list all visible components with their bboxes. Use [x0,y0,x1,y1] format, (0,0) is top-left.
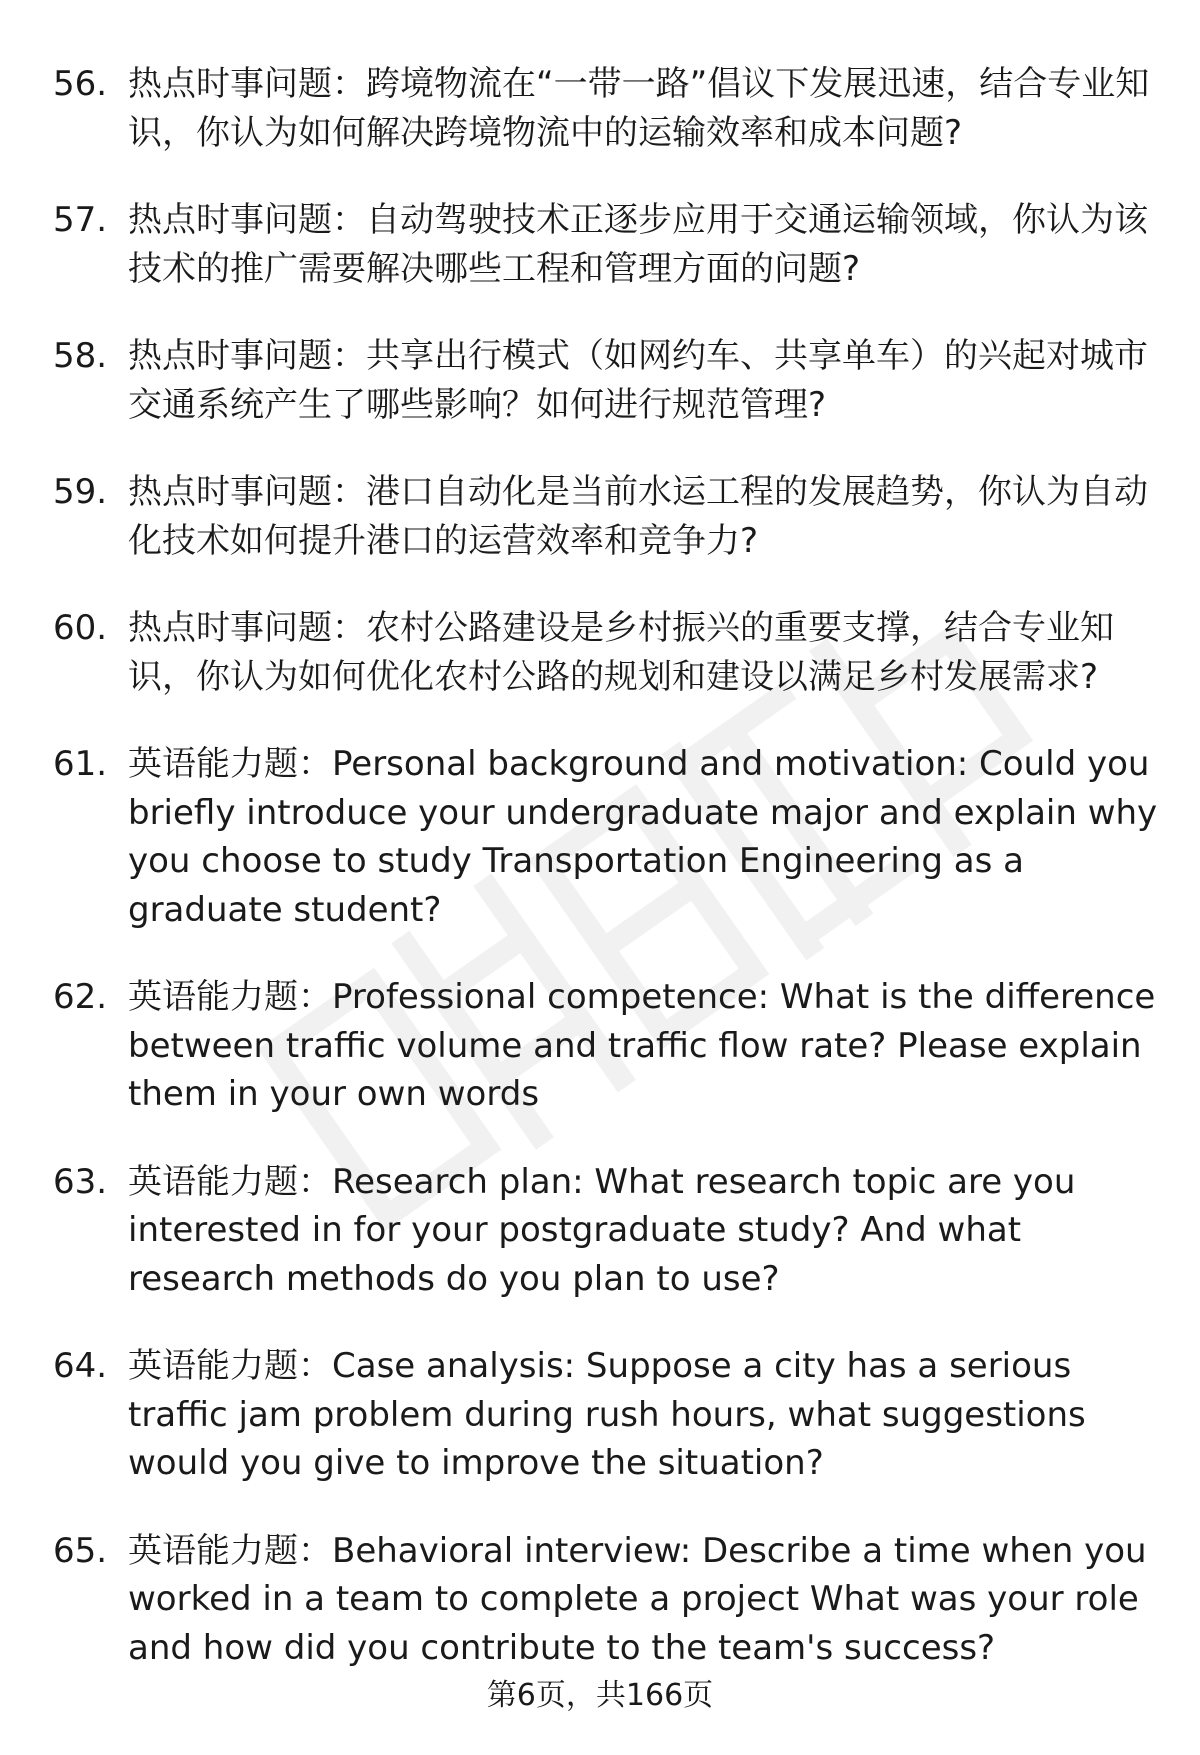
question-text: 英语能力题：Professional competence: What is the difference between traffic volume and traffic flow rate? Please explain them in your own words [128,977,1156,1114]
question-item-58 [0,332,1200,429]
question-item-64 [0,1342,1200,1488]
question-number: 65. [53,1530,108,1571]
question-item-63 [0,1158,1200,1304]
question-item-65 [0,1527,1200,1673]
question-text: 热点时事问题：跨境物流在“一带一路”倡议下发展迅速，结合专业知识，你认为如何解决跨境物流中的运输效率和成本问题? [128,64,1150,153]
page-number-label: 第6页，共166页 [486,1678,714,1713]
question-text: 热点时事问题：农村公路建设是乡村振兴的重要支撑，结合专业知识，你认为如何优化农村公路的规划和建设以满足乡村发展需求? [128,608,1114,697]
question-number: 56. [53,64,108,104]
question-number: 60. [53,608,108,648]
question-item-56 [0,60,1200,157]
question-item-57 [0,196,1200,293]
question-number: 58. [53,336,108,376]
question-number: 57. [53,200,108,240]
question-number: 63. [53,1161,108,1202]
question-text: 热点时事问题：自动驾驶技术正逐步应用于交通运输领域，你认为该技术的推广需要解决哪些工程和管理方面的问题? [128,200,1148,289]
question-text: 英语能力题：Case analysis: Suppose a city has a serious traffic jam problem during rush hours, what suggestions would you give to improve the situation? [128,1346,1086,1483]
question-item-62 [0,973,1200,1119]
question-item-61 [0,740,1200,934]
question-text: 英语能力题：Behavioral interview: Describe a time when you worked in a team to complete a project What was your role and how did you contribute to the team's success? [128,1530,1147,1668]
page-footer [0,1676,1200,1716]
question-text: 热点时事问题：共享出行模式（如网约车、共享单车）的兴起对城市交通系统产生了哪些影响？如何进行规范管理? [128,336,1148,425]
question-list [0,60,1200,1711]
question-text: 英语能力题：Research plan: What research topic are you interested in for your postgraduate study? And what research methods do you plan to use? [128,1161,1076,1299]
question-text: 英语能力题：Personal background and motivation: Could you briefly introduce your undergraduate major and explain why you choose to study Transportation Engineering as a graduate student? [128,744,1158,930]
question-number: 64. [53,1346,108,1386]
question-text: 热点时事问题：港口自动化是当前水运工程的发展趋势，你认为自动化技术如何提升港口的运营效率和竞争力? [128,472,1148,561]
question-item-60 [0,604,1200,701]
question-item-59 [0,468,1200,565]
question-number: 62. [53,977,108,1017]
question-number: 61. [53,744,108,784]
question-number: 59. [53,472,108,512]
